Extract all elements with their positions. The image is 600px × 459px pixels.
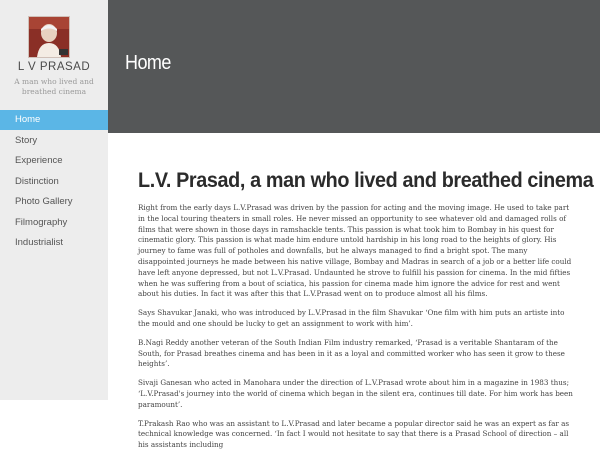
page-header <box>108 0 600 133</box>
portrait-image <box>29 17 69 57</box>
sidebar <box>0 0 108 400</box>
nav-item-home[interactable]: Home <box>0 110 108 130</box>
nav-item-filmography[interactable]: Filmography <box>15 216 68 228</box>
article-content <box>138 168 594 459</box>
site-tagline: A man who lived and breathed cinema <box>14 77 94 96</box>
nav-item-photo-gallery[interactable]: Photo Gallery <box>15 196 73 207</box>
article-paragraph: Right from the early days L.V.Prasad was driven by the passion for acting and the moving image. He used to take part in the local touring theaters in small roles. He never missed an opportunity to see whatever old and damaged rolls of films that were shown in those days in ramshackle tents. This passion is what took him to Bombay in his quest for cinematic glory. This passion is what made him endure untold hardship in his long road to the heights of glory. His journey to fame was full of potholes and downfalls, but he always managed to find a bright spot. The many disappointed journeys he made between his native village, Bombay and Madras in search of a job or a better life could have left anyone depressed, but not L.V.Prasad. Undaunted he strove to fulfill his passion for cinema. In the mid fifties when he was suffering from a bout of sciatica, his passion for cinema made him ignore the advice for rest and went about his duties. In fact it was after this that L.V.Prasad went on to produce almost all his films. <box>138 203 572 299</box>
article-paragraph: Sivaji Ganesan who acted in Manohara under the direction of L.V.Prasad wrote about him in a magazine in 1983 thus; ‘L.V.Prasad's journey into the world of cinema which began in the silent era, continues till date. For him work has been paramount’. <box>138 378 573 409</box>
article-paragraph: T.Prakash Rao who was an assistant to L.V.Prasad and later became a popular director said he was an expert as far as technical knowledge was concerned. ‘In fact I would not hesitate to say that there is a Prasad School of direction – all his assistants including <box>138 418 570 450</box>
article-heading: L.V. Prasad, a man who lived and breathed cinema <box>138 168 594 192</box>
nav-item-experience[interactable]: Experience <box>15 155 63 166</box>
page-title: Home <box>125 52 171 74</box>
nav-item-distinction[interactable]: Distinction <box>15 175 59 187</box>
article-paragraph: B.Nagi Reddy another veteran of the South Indian Film industry remarked, ‘Prasad is a veritable Shantaram of the South, for Prasad breathes cinema and has been in it as a loyal and committed worker who has seen it grow to these heights’. <box>138 337 565 369</box>
site-title[interactable]: L V PRASAD <box>17 61 91 73</box>
main-nav <box>0 110 108 254</box>
article-paragraph: Says Shavukar Janaki, who was introduced by L.V.Prasad in the film Shavukar ‘One film with him puts an artiste into the mould and one should be lucky to get an assignment to work with him’. <box>138 308 565 328</box>
site-logo-avatar[interactable] <box>28 16 70 58</box>
nav-item-story[interactable]: Story <box>15 134 38 146</box>
nav-item-industrialist[interactable]: Industrialist <box>15 237 64 248</box>
